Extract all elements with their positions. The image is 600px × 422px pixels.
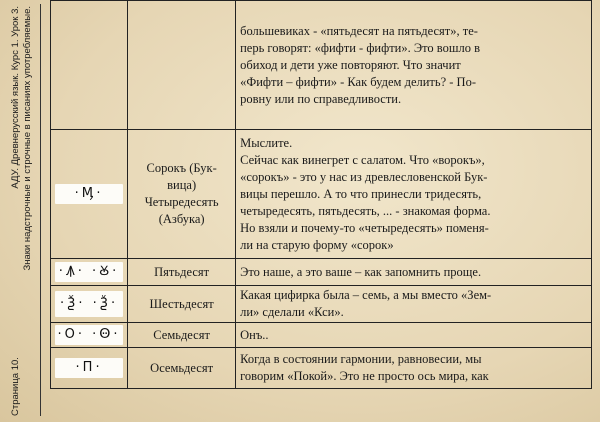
glyph-cell (51, 323, 128, 348)
commentary-line: ровну или по справедливости. (240, 91, 402, 106)
table-row (51, 130, 592, 259)
table-row (51, 1, 592, 130)
numerals-table (50, 0, 592, 389)
glyph-cell (51, 130, 128, 259)
table-row (51, 286, 592, 323)
lesson-subtitle: Знаки надстрочные и строчные в писаниях употребляемые. (22, 6, 33, 271)
margin-rule (40, 4, 41, 416)
commentary-line: Но взяли и почему-то «четыредесять» поменя- (240, 220, 489, 235)
commentary-cell (236, 323, 592, 348)
commentary-line: Мыслите. (240, 135, 293, 150)
numeral-name-cell (128, 286, 236, 323)
numeral-name-line: Пятьдесят (154, 264, 210, 279)
numeral-name-line: Шестьдесят (149, 296, 214, 311)
glyph-cell (51, 1, 128, 130)
commentary-line: Какая цифирка была – семь, а мы вместо «Зем- (240, 288, 492, 302)
numeral-glyph: ·О· ·Ꙫ· (55, 325, 123, 345)
numeral-name-line: Четыредесять (144, 195, 219, 209)
table-row (51, 323, 592, 348)
commentary-line: говорим «Покой». Это не просто ось мира, как (240, 369, 489, 383)
numeral-name-line: (Азбука) (158, 212, 205, 226)
table-row (51, 348, 592, 389)
numeral-name-cell (128, 323, 236, 348)
commentary-cell (236, 286, 592, 323)
commentary-cell (236, 1, 592, 130)
commentary-line: ли» сделали «Кси». (240, 305, 344, 319)
commentary-line: Онъ.. (240, 327, 269, 342)
numeral-name-cell (128, 1, 236, 130)
side-margin (0, 0, 44, 422)
commentary-line: «сорокъ» - это у нас из древлесловенской Бук- (240, 169, 488, 184)
numeral-name-cell (128, 259, 236, 286)
commentary-line: большевиках - «пятьдесят на пятьдесят», те- (240, 23, 478, 38)
commentary-line: обиход и дети уже повторяют. Что значит (240, 57, 461, 72)
commentary-cell (236, 348, 592, 389)
numeral-name-line: Осемьдесят (150, 360, 214, 375)
numeral-name-cell (128, 130, 236, 259)
table-row (51, 259, 592, 286)
commentary-cell (236, 130, 592, 259)
glyph-cell (51, 286, 128, 323)
side-header (10, 6, 34, 416)
course-title: АДУ. Древнерусский язык. Курс 1. Урок 3. (10, 6, 21, 189)
glyph-cell (51, 348, 128, 389)
glyph-cell (51, 259, 128, 286)
page-number-label: Страница 10. (10, 357, 21, 416)
commentary-line: Когда в состоянии гармонии, равновесии, мы (240, 352, 482, 366)
commentary-line: ли на старую форму «сорок» (240, 237, 394, 252)
commentary-cell (236, 259, 592, 286)
commentary-line: Сейчас как винегрет с салатом. Что «ворокъ», (240, 152, 485, 167)
commentary-line: вицы перешло. А то что принесли тридесять, (240, 186, 482, 201)
commentary-line: «Фифти – фифти» - Как будем делить? - По- (240, 74, 476, 89)
commentary-line: Это наше, а это ваше – как запомнить проще. (240, 264, 482, 279)
commentary-line: перь говорят: «фифти - фифти». Это вошло в (240, 40, 480, 55)
numeral-name-cell (128, 348, 236, 389)
numeral-glyph: ·Ѯ· ·Ѯ· (55, 291, 123, 317)
numeral-glyph: ·Ꙟ· ·Ꙋ· (55, 262, 123, 282)
numeral-name-line: Сорокъ (Бук- (146, 161, 217, 175)
numeral-glyph: ·Ӎ· (55, 184, 123, 204)
numeral-name-line: Семьдесят (153, 327, 210, 342)
numeral-glyph: ·П· (55, 358, 123, 378)
numeral-name-line: вица) (167, 178, 197, 192)
commentary-line: четыредесять, пятьдесять, ... - знакомая форма. (240, 203, 491, 218)
